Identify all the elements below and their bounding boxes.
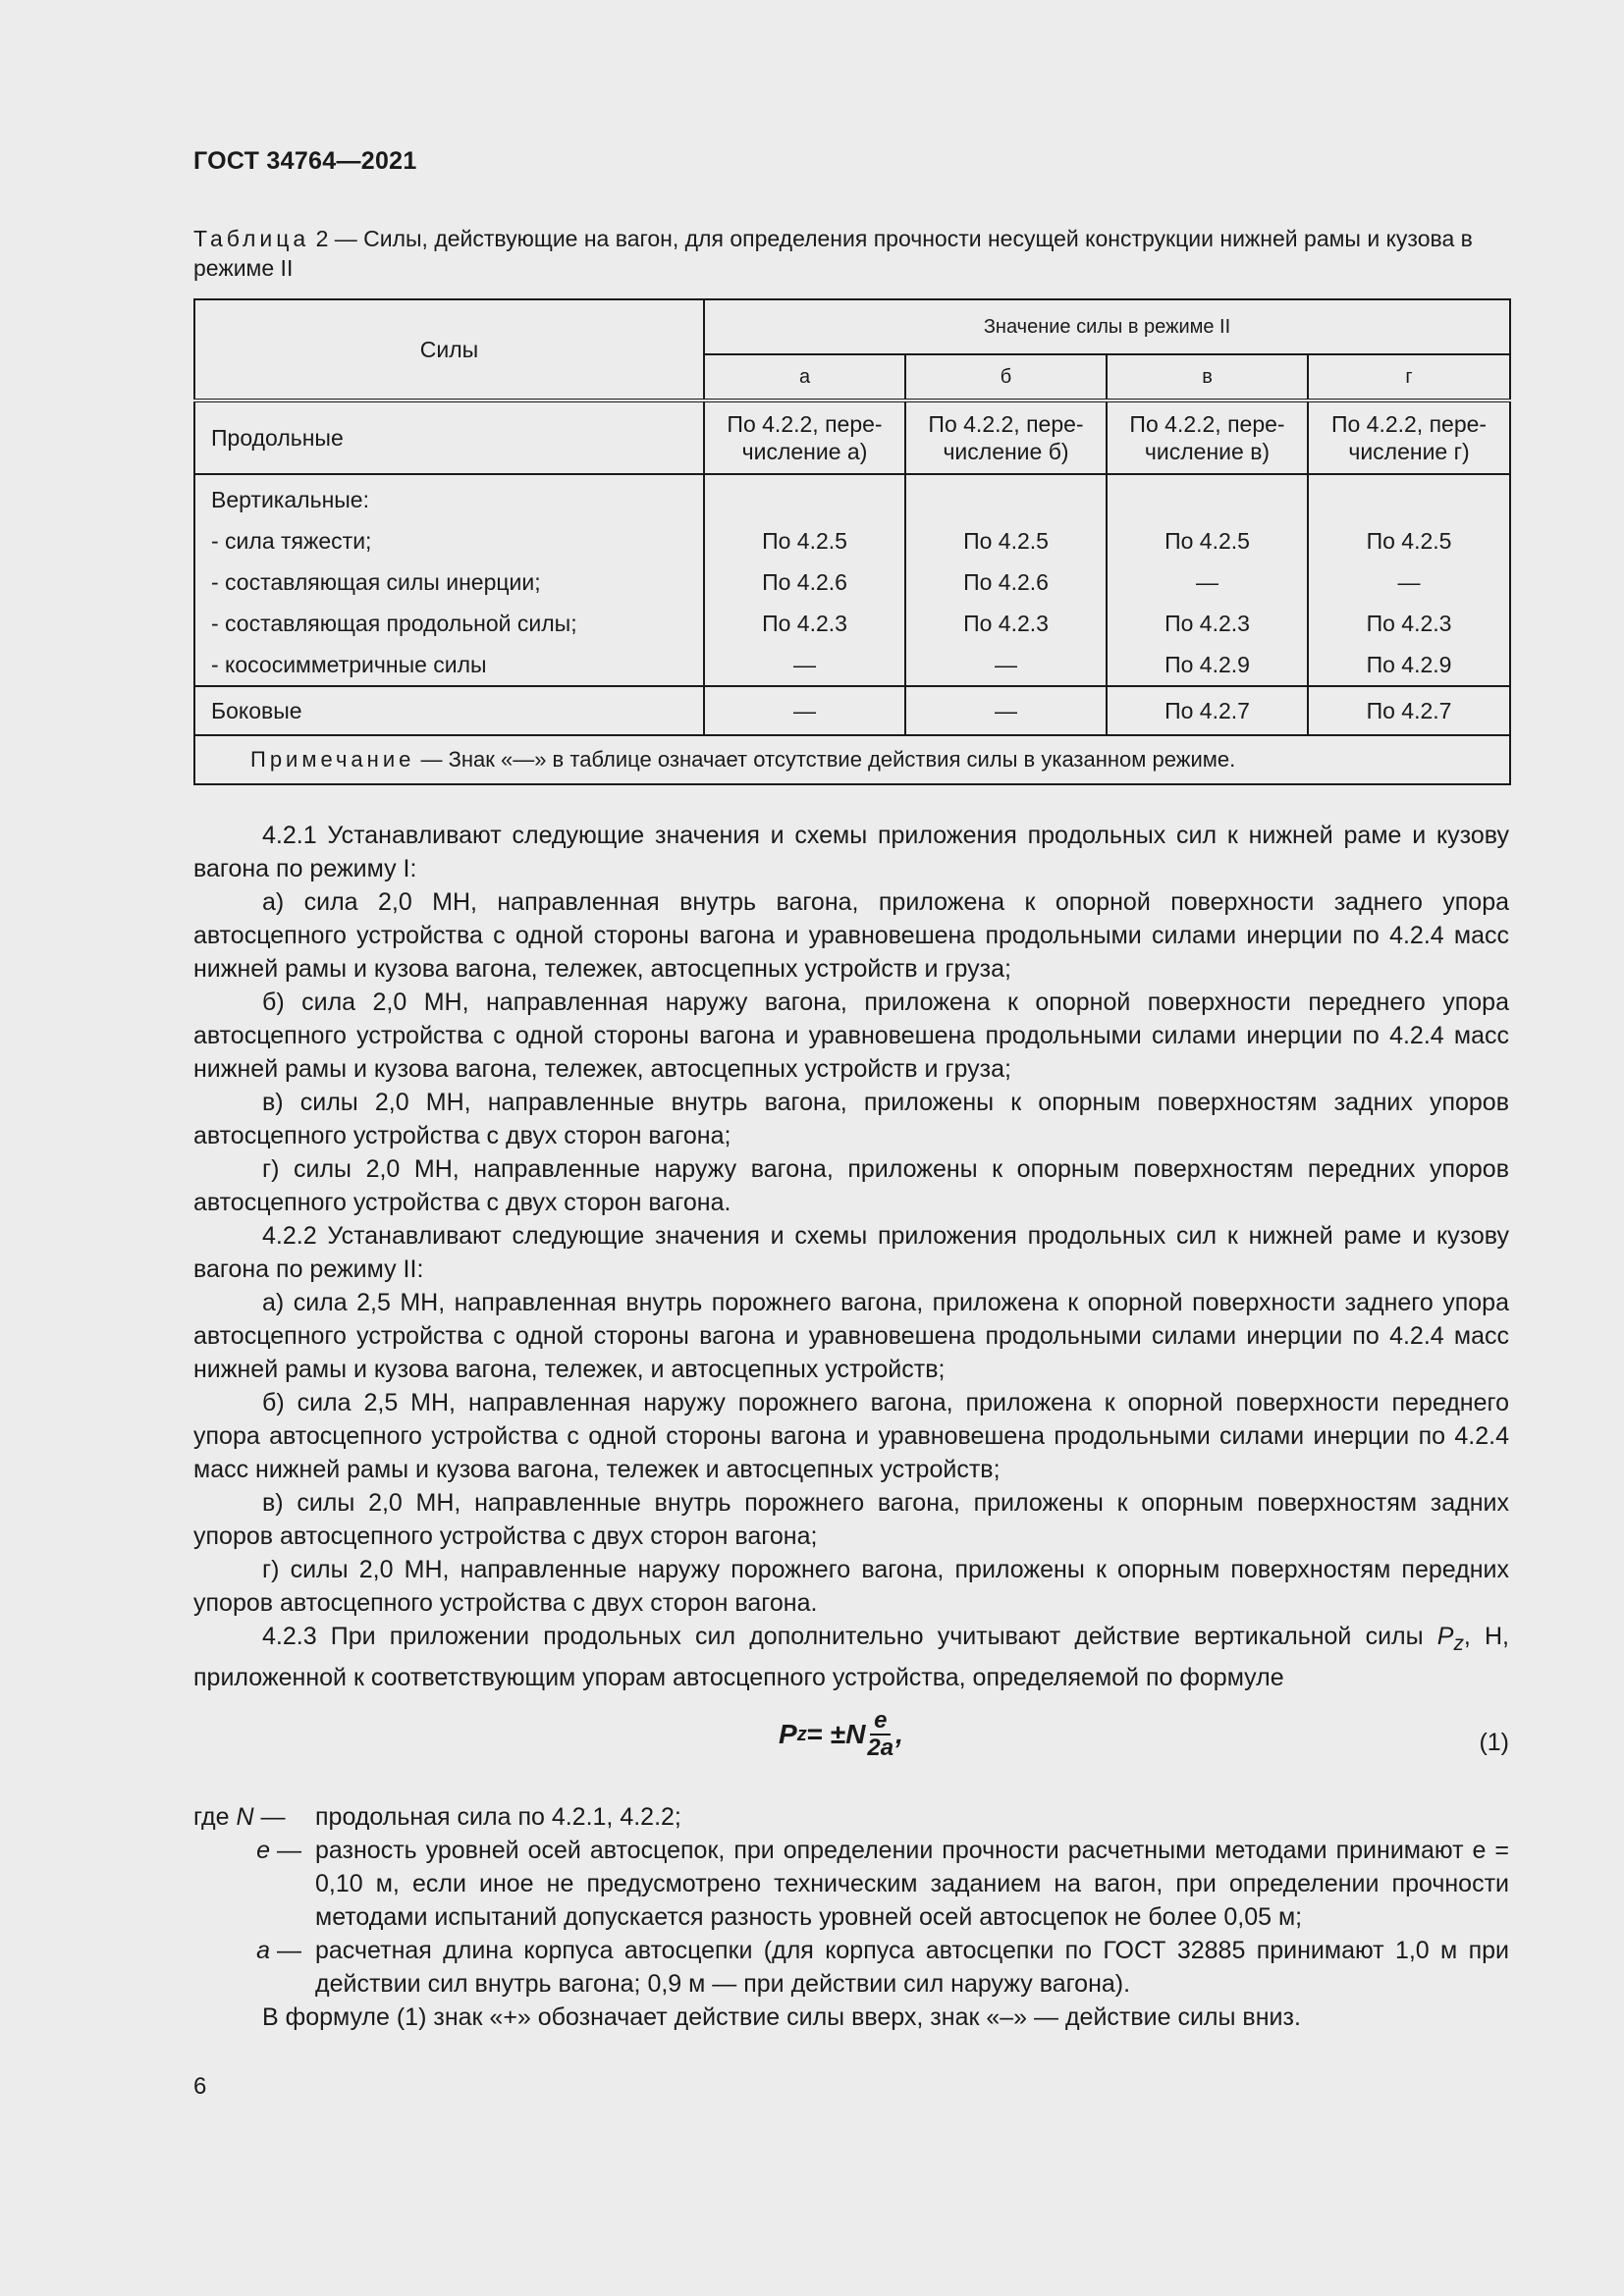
vertical-col-b bbox=[905, 474, 1107, 686]
cell-vertical: По 4.2.6 bbox=[762, 569, 847, 595]
standard-header: ГОСТ 34764—2021 bbox=[193, 147, 417, 175]
vertical-col-v bbox=[1107, 474, 1308, 686]
header-mode-a: а bbox=[704, 354, 905, 400]
cell-vertical: По 4.2.3 bbox=[1366, 611, 1452, 636]
body-text bbox=[193, 819, 1509, 2034]
cell-vertical: По 4.2.3 bbox=[762, 611, 847, 636]
definition-text: продольная сила по 4.2.1, 4.2.2; bbox=[315, 1803, 681, 1831]
paragraph-4-2-2-a: а) сила 2,5 МН, направленная внутрь порожнего вагона, приложена к опорной поверхности заднего упора автосцепного устройства с одной стороны вагона и уравновешена продольными силами инерции по 4.2.4 масс нижней рамы и кузова вагона, тележек, и автосцепных устройств; bbox=[193, 1289, 1509, 1383]
paragraph-4-2-1-g: г) силы 2,0 МН, направленные наружу вагона, приложены к опорным поверхностям передних упоров автосцепного устройства с двух сторон вагона. bbox=[193, 1155, 1509, 1216]
formula-number: (1) bbox=[1479, 1729, 1509, 1756]
cell-vertical: — bbox=[1397, 569, 1421, 595]
definition-row: e — разность уровней осей автосцепок, при определении прочности расчетными методами принимают е = 0,10 м, если иное не предусмотрено техническим заданием на вагон, при определении прочности методами испытаний допускается разность уровней осей автосцепок не более 0,05 м; bbox=[193, 1834, 1509, 1934]
cell-vertical: — bbox=[995, 652, 1017, 677]
cell-vertical: По 4.2.5 bbox=[1366, 528, 1452, 554]
cell-vertical: — bbox=[793, 652, 816, 677]
cell-lateral-v: По 4.2.7 bbox=[1107, 686, 1308, 735]
cell-vertical: По 4.2.3 bbox=[1164, 611, 1250, 636]
table-caption-text: 2 — Силы, действующие на вагон, для определения прочности несущей конструкции нижней рамы и кузова в режиме II bbox=[193, 226, 1473, 281]
cell-vertical: По 4.2.9 bbox=[1366, 652, 1452, 677]
cell-vertical: По 4.2.9 bbox=[1164, 652, 1250, 677]
page-number: 6 bbox=[193, 2073, 207, 2100]
definition-text: разность уровней осей автосцепок, при определении прочности расчетными методами принимают е = 0,10 м, если иное не предусмотрено техническим заданием на вагон, при определении прочности методами испытаний допускается разность уровней осей автосцепок не более 0,05 м; bbox=[315, 1837, 1509, 1931]
cell-lateral-g: По 4.2.7 bbox=[1308, 686, 1510, 735]
paragraph-4-2-2-g: г) силы 2,0 МН, направленные наружу порожнего вагона, приложены к опорным поверхностям передних упоров автосцепного устройства с двух сторон вагона. bbox=[193, 1556, 1509, 1617]
table-caption-prefix: Таблица bbox=[193, 226, 310, 251]
formula-1: P z = ± N $\frac{e}{2a}$ , bbox=[779, 1707, 903, 1761]
header-mode-b: б bbox=[905, 354, 1107, 400]
paragraph-4-2-2-b: б) сила 2,5 МН, направленная наружу порожнего вагона, приложена к опорной поверхности переднего упора автосцепного устройства с одной стороны вагона и уравновешена продольными силами инерции по 4.2.4 масс нижней рамы и кузова вагона, тележек и автосцепных устройств; bbox=[193, 1389, 1509, 1483]
cell-longitudinal-v: По 4.2.2, пере- числение в) bbox=[1107, 400, 1308, 474]
vertical-row-label: - составляющая продольной силы; bbox=[211, 611, 577, 636]
header-mode-group: Значение силы в режиме II bbox=[704, 299, 1510, 354]
cell-longitudinal-g: По 4.2.2, пере- числение г) bbox=[1308, 400, 1510, 474]
vertical-heading: Вертикальные: bbox=[211, 487, 369, 512]
paragraph-4-2-1-a: а) сила 2,0 МН, направленная внутрь вагона, приложена к опорной поверхности заднего упора автосцепного устройства с одной стороны вагона и уравновешена продольными силами инерции по 4.2.4 масс нижней рамы и кузова вагона, тележек, автосцепных устройств и груза; bbox=[193, 888, 1509, 983]
header-forces: Силы bbox=[194, 299, 704, 400]
definition-row: где N — продольная сила по 4.2.1, 4.2.2; bbox=[193, 1800, 1509, 1834]
row-labels-vertical bbox=[194, 474, 704, 686]
header-mode-g: г bbox=[1308, 354, 1510, 400]
cell-vertical: По 4.2.3 bbox=[963, 611, 1049, 636]
cell-longitudinal-b: По 4.2.2, пере- числение б) bbox=[905, 400, 1107, 474]
row-label-lateral: Боковые bbox=[194, 686, 704, 735]
cell-vertical: — bbox=[1196, 569, 1218, 595]
paragraph-4-2-2-v: в) силы 2,0 МН, направленные внутрь порожнего вагона, приложены к опорным поверхностям задних упоров автосцепного устройства с двух сторон вагона; bbox=[193, 1489, 1509, 1550]
cell-lateral-b: — bbox=[905, 686, 1107, 735]
paragraph-4-2-1-b: б) сила 2,0 МН, направленная наружу вагона, приложена к опорной поверхности переднего упора автосцепного устройства с одной стороны вагона и уравновешена продольными силами инерции по 4.2.4 масс нижней рамы и кузова вагона, тележек, автосцепных устройств и груза; bbox=[193, 988, 1509, 1083]
vertical-col-a bbox=[704, 474, 905, 686]
paragraph-4-2-1-v: в) силы 2,0 МН, направленные внутрь вагона, приложены к опорным поверхностям задних упоров автосцепного устройства с двух сторон вагона; bbox=[193, 1089, 1509, 1149]
table-note bbox=[194, 735, 1510, 784]
formula-definitions bbox=[193, 1800, 1509, 2001]
row-label-longitudinal: Продольные bbox=[194, 400, 704, 474]
forces-table bbox=[193, 298, 1511, 785]
vertical-row-label: - кососимметричные силы bbox=[211, 652, 487, 677]
definition-row: a — расчетная длина корпуса автосцепки (для корпуса автосцепки по ГОСТ 32885 принимают 1,0 м при действии сил внутрь вагона; 0,9 м — при действии сил наружу вагона). bbox=[193, 1934, 1509, 2001]
table-caption bbox=[193, 224, 1509, 283]
vertical-row-label: - составляющая силы инерции; bbox=[211, 569, 541, 595]
paragraph-4-2-3: 4.2.3 При приложении продольных сил дополнительно учитывают действие вертикальной силы $P_z$, Н, приложенной к соответствующим упорам автосцепного устройства, определяемой по формуле bbox=[193, 1623, 1509, 1691]
formula-block bbox=[193, 1704, 1509, 1792]
closing-paragraph: В формуле (1) знак «+» обозначает действие силы вверх, знак «–» — действие силы вниз. bbox=[262, 2003, 1301, 2031]
note-prefix: Примечание bbox=[250, 747, 415, 772]
cell-lateral-a: — bbox=[704, 686, 905, 735]
header-mode-v: в bbox=[1107, 354, 1308, 400]
cell-longitudinal-a: По 4.2.2, пере- числение а) bbox=[704, 400, 905, 474]
paragraph-4-2-1: 4.2.1 Устанавливают следующие значения и схемы приложения продольных сил к нижней раме и кузову вагона по режиму I: bbox=[193, 822, 1509, 882]
vertical-row-label: - сила тяжести; bbox=[211, 528, 372, 554]
cell-vertical: По 4.2.5 bbox=[963, 528, 1049, 554]
note-text: — Знак «—» в таблице означает отсутствие действия силы в указанном режиме. bbox=[414, 747, 1236, 772]
cell-vertical: По 4.2.5 bbox=[762, 528, 847, 554]
definition-text: расчетная длина корпуса автосцепки (для корпуса автосцепки по ГОСТ 32885 принимают 1,0 м при действии сил внутрь вагона; 0,9 м — при действии сил наружу вагона). bbox=[315, 1937, 1509, 1998]
cell-vertical: По 4.2.5 bbox=[1164, 528, 1250, 554]
cell-vertical: По 4.2.6 bbox=[963, 569, 1049, 595]
formula-fraction: $\frac{e}{2a}$ bbox=[867, 1707, 894, 1761]
paragraph-4-2-2: 4.2.2 Устанавливают следующие значения и схемы приложения продольных сил к нижней раме и кузову вагона по режиму II: bbox=[193, 1222, 1509, 1283]
vertical-col-g bbox=[1308, 474, 1510, 686]
